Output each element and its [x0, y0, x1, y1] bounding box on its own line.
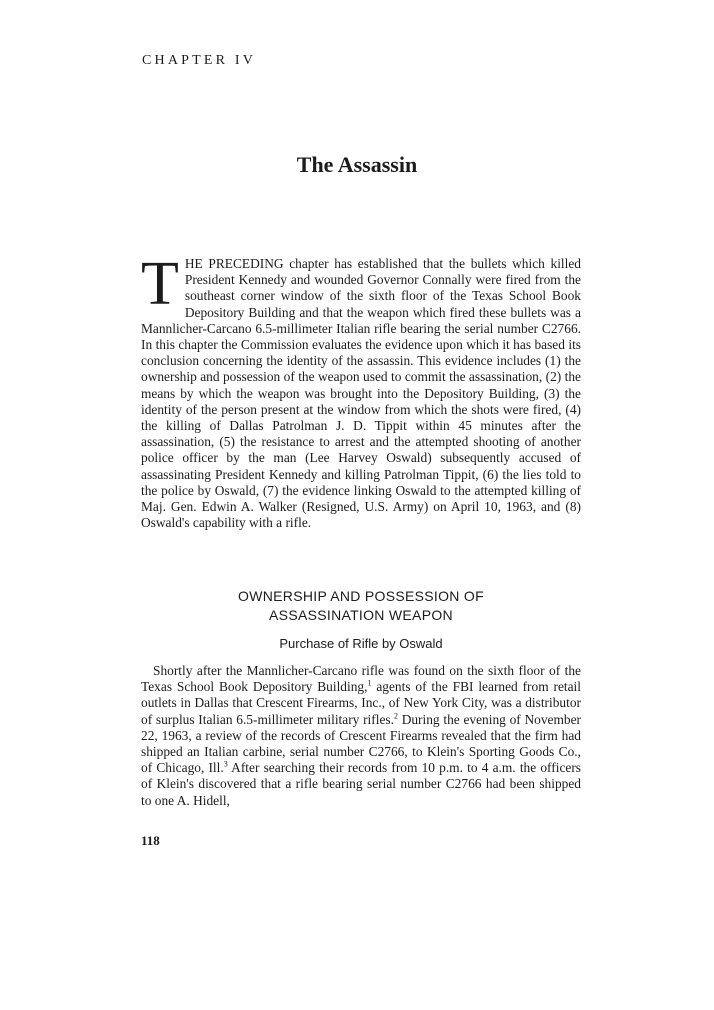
section-heading-line-2: ASSASSINATION WEAPON [269, 607, 453, 623]
page-title: The Assassin [296, 152, 418, 177]
subsection-heading: Purchase of Rifle by Oswald [279, 636, 443, 651]
section-text-4: After searching their records from 10 p.m. to 4 a.m. the officers of Klein's discovered that a rifle bearing serial number C2766 had been shipped to one A. Hidell, [141, 760, 581, 808]
drop-cap: T [141, 250, 179, 318]
section-text-2: agents of the FBI learned from retail outlets in Dallas that Crescent Firearms, Inc., of New York City, was a distributor of surplus Italian 6.5-millimeter military rifles. [141, 679, 582, 727]
section-text-1: Shortly after the Mannlicher-Carcano rifle was found on the sixth floor of the Texas School Book Depository Building, [141, 663, 581, 695]
intro-text: HE PRECEDING chapter has established that the bullets which killed President Kennedy and wounded Governor Connally were fired from the southeast corner window of the sixth floor of the Texas School Book Depository Building and that the weapon which fired these bullets was a Mannlicher-Carcano 6.5-millimeter Italian rifle bearing the serial number C2766. In this chapter the Commission evaluates the evidence upon which it has based its conclusion concerning the identity of the assassin. This evidence includes (1) the ownership and possession of the weapon used to commit the assassination, (2) the means by which the weapon was brought into the Depository Building, (3) the identity of the person present at the window from which the shots were fired, (4) the killing of Dallas Patrolman J. D. Tippit within 45 minutes after the assassination, (5) the resistance to arrest and the attempted shooting of another police officer by the man (Lee Harvey Oswald) subsequently accused of assassinating President Kennedy and killing Patrolman Tippit, (6) the lies told to the police by Oswald, (7) the evidence linking Oswald to the attempted killing of Maj. Gen. Edwin A. Walker (Resigned, U.S. Army) on April 10, 1963, and (8) Oswald's capability with a rifle. [141, 256, 581, 531]
section-text-3: During the evening of November 22, 1963, a review of the records of Crescent Firearms revealed that the firm had shipped an Italian carbine, serial number C2766, to Klein's Sporting Goods Co., of Chicago, Ill. [141, 711, 581, 776]
footnote-ref-2: 2 [393, 711, 398, 721]
section-heading-line-1: OWNERSHIP AND POSSESSION OF [238, 588, 484, 604]
footnote-ref-1: 1 [367, 678, 372, 688]
page-number: 118 [141, 833, 160, 848]
intro-paragraph [141, 250, 581, 531]
footnote-ref-3: 3 [223, 759, 228, 769]
section-heading [141, 587, 581, 625]
section-paragraph [141, 663, 581, 809]
chapter-label: CHAPTER IV [142, 53, 257, 68]
